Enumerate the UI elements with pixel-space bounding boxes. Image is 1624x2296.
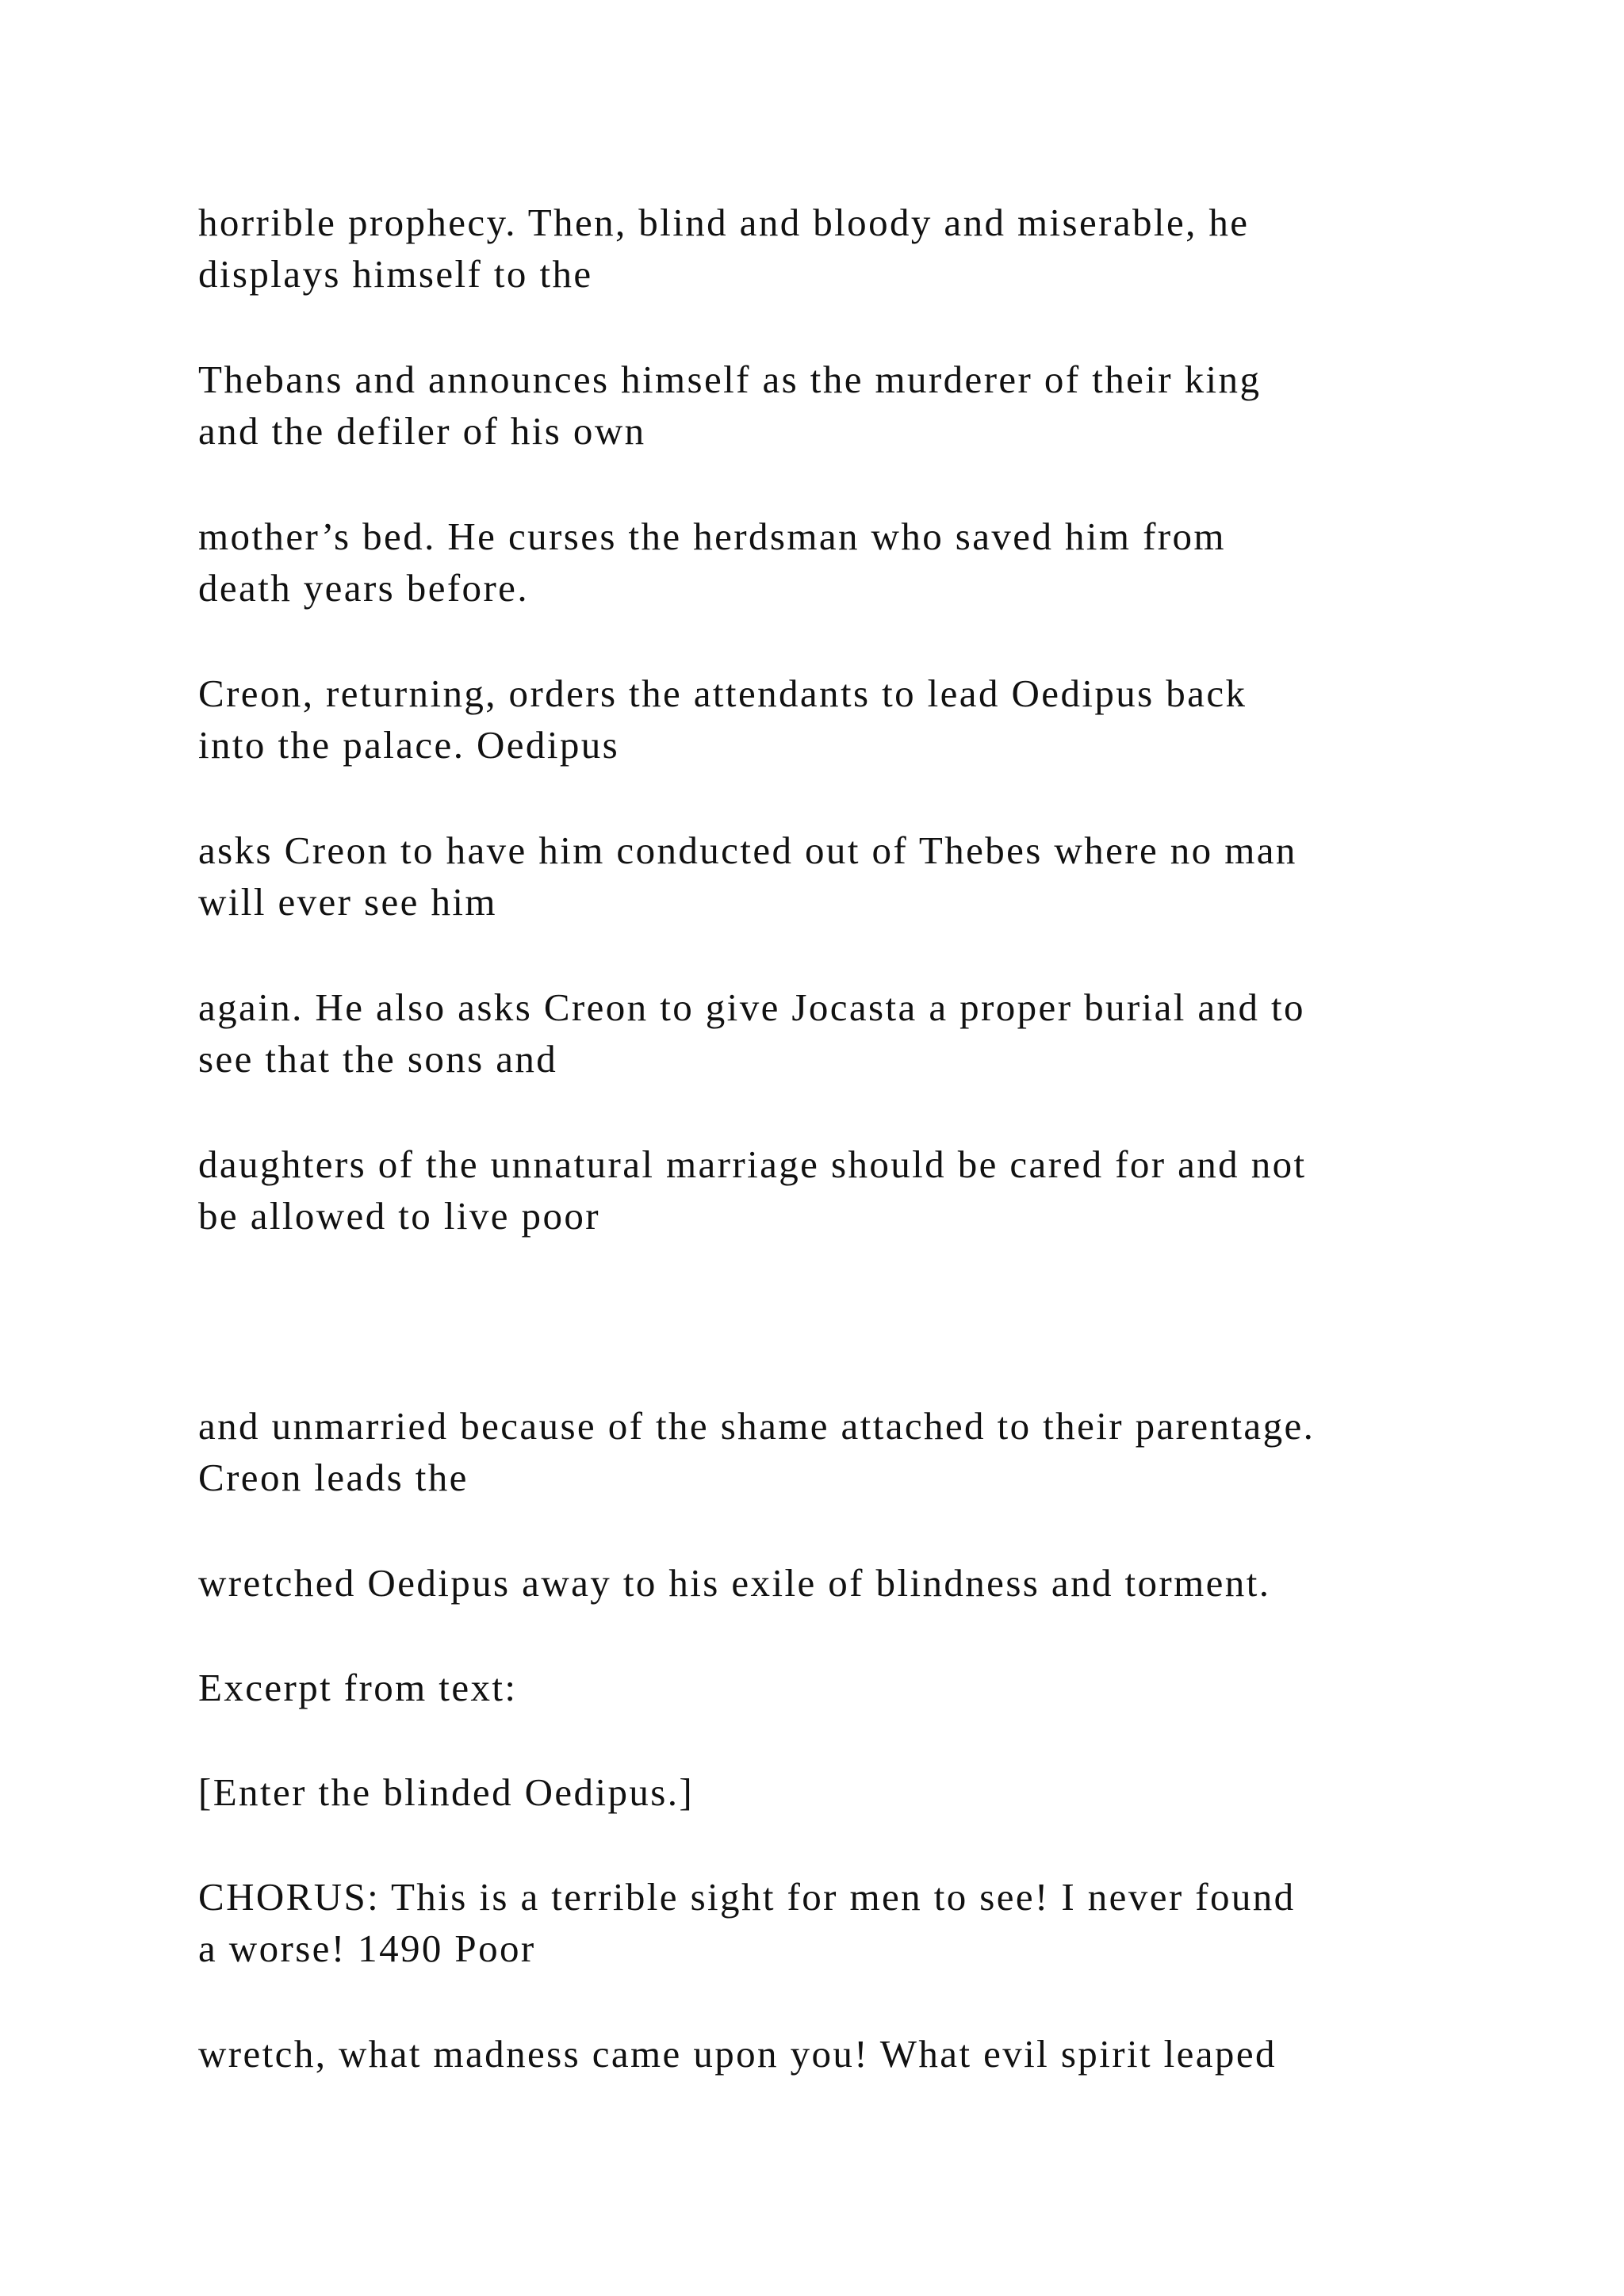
text-line: Creon, returning, orders the attendants to lead Oedipus back [198, 672, 1247, 715]
text-line: a worse! 1490 Poor [198, 1927, 536, 1970]
text-line: will ever see him [198, 880, 497, 924]
paragraph-wretch [198, 2028, 1546, 2080]
text-line: again. He also asks Creon to give Jocasta a proper burial and to [198, 985, 1305, 1029]
text-line: CHORUS: This is a terrible sight for men to see! I never found [198, 1875, 1296, 1919]
text-line: asks Creon to have him conducted out of Thebes where no man [198, 828, 1297, 872]
text-line: wretched Oedipus away to his exile of blindness and torment. [198, 1561, 1271, 1605]
paragraph-daughters [198, 1138, 1546, 1242]
text-line: displays himself to the [198, 252, 593, 296]
paragraph-creon-returning [198, 668, 1546, 771]
paragraph-chorus-line [198, 1871, 1546, 1974]
paragraph-asks-creon [198, 825, 1546, 928]
text-line: be allowed to live poor [198, 1194, 600, 1238]
paragraph-jocasta-burial [198, 982, 1546, 1085]
paragraph-excerpt-heading [198, 1662, 1546, 1713]
text-line: and unmarried because of the shame attached to their parentage. [198, 1404, 1316, 1448]
paragraph-exile [198, 1557, 1546, 1609]
paragraph-unmarried [198, 1400, 1546, 1503]
text-line: Creon leads the [198, 1456, 469, 1499]
text-line: daughters of the unnatural marriage should be cared for and not [198, 1142, 1307, 1186]
text-line: death years before. [198, 566, 529, 610]
paragraph-stage-direction [198, 1766, 1546, 1818]
text-line: [Enter the blinded Oedipus.] [198, 1770, 695, 1814]
paragraph-prophecy [198, 197, 1546, 300]
text-line: wretch, what madness came upon you! What evil spirit leaped [198, 2032, 1277, 2076]
text-line: Thebans and announces himself as the murderer of their king [198, 358, 1262, 401]
text-line: see that the sons and [198, 1037, 558, 1081]
text-line: Excerpt from text: [198, 1666, 518, 1709]
text-line: horrible prophecy. Then, blind and bloody and miserable, he [198, 201, 1250, 244]
text-line: mother’s bed. He curses the herdsman who saved him from [198, 515, 1226, 558]
text-line: into the palace. Oedipus [198, 723, 620, 767]
text-line: and the defiler of his own [198, 409, 646, 453]
paragraph-mothers-bed [198, 511, 1546, 614]
paragraph-thebans [198, 354, 1546, 457]
